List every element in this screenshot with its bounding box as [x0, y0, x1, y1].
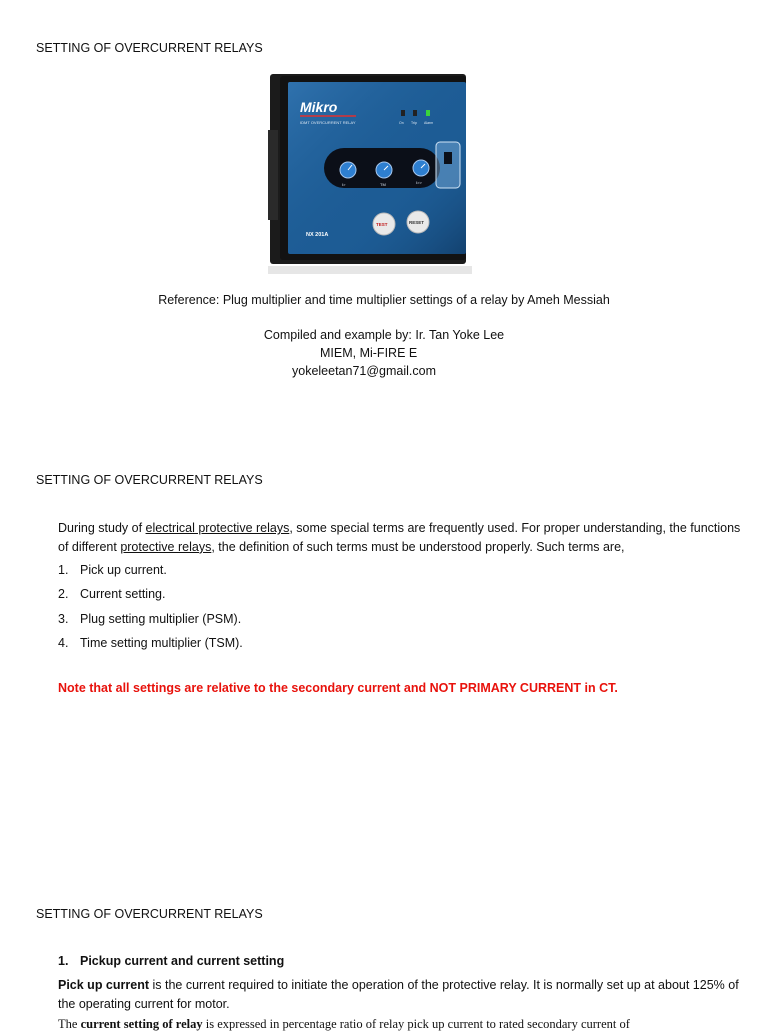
svg-text:I>: I> — [342, 182, 346, 187]
terms-list — [58, 561, 243, 658]
svg-text:I>>: I>> — [416, 180, 422, 185]
link-protective-relays[interactable]: protective relays — [120, 539, 212, 554]
relay-test-button-label: TEST — [376, 222, 388, 227]
page2-heading: SETTING OF OVERCURRENT RELAYS — [36, 473, 263, 487]
svg-text:Alarm: Alarm — [424, 121, 434, 125]
page1-heading: SETTING OF OVERCURRENT RELAYS — [36, 41, 263, 55]
list-item: 1. Pick up current. — [58, 563, 167, 577]
link-electrical-protective-relays[interactable]: electrical protective relays — [145, 521, 290, 535]
compiled-by-line: Compiled and example by: Ir. Tan Yoke Lee — [263, 328, 505, 342]
secondary-current-note: Note that all settings are relative to the secondary current and NOT PRIMARY CURRENT in CT. — [58, 681, 618, 695]
relay-model: NX 201A — [306, 232, 329, 238]
relay-illustration — [268, 68, 472, 274]
section-title: 1. Pickup current and current setting — [58, 954, 285, 968]
relay-reset-button-label: RESET — [409, 220, 425, 225]
list-item: 3. Plug setting multiplier (PSM). — [58, 611, 242, 626]
current-setting-paragraph: The current setting of relay is expressed in percentage ratio of relay pick up current to rated secondary current of — [58, 1017, 630, 1031]
affiliation-line: MIEM, Mi-FIRE E — [320, 346, 418, 360]
svg-text:On: On — [399, 121, 404, 125]
relay-brand: Mikro — [300, 99, 338, 115]
list-item: 4. Time setting multiplier (TSM). — [58, 635, 243, 650]
page3-heading: SETTING OF OVERCURRENT RELAYS — [36, 907, 263, 921]
svg-text:TM: TM — [380, 182, 386, 187]
relay-device-image — [268, 68, 472, 274]
reference-line: Reference: Plug multiplier and time multiplier settings of a relay by Ameh Messiah — [158, 293, 610, 307]
svg-text:Trip: Trip — [411, 121, 417, 125]
list-item: 2. Current setting. — [58, 587, 166, 602]
relay-subtitle: IDMT OVERCURRENT RELAY — [300, 120, 356, 125]
pickup-paragraph: Pick up current is the current required to initiate the operation of the protective relay. It is normally set up at about 125% of the operating current for motor. — [58, 978, 739, 1011]
intro-paragraph: During study of electrical protective relays, some special terms are frequently used. For proper understanding, the functions of different protective relays, the definition of such terms must be understood properly. Such terms are, — [58, 521, 741, 554]
email-line: yokeleetan71@gmail.com — [292, 364, 437, 378]
